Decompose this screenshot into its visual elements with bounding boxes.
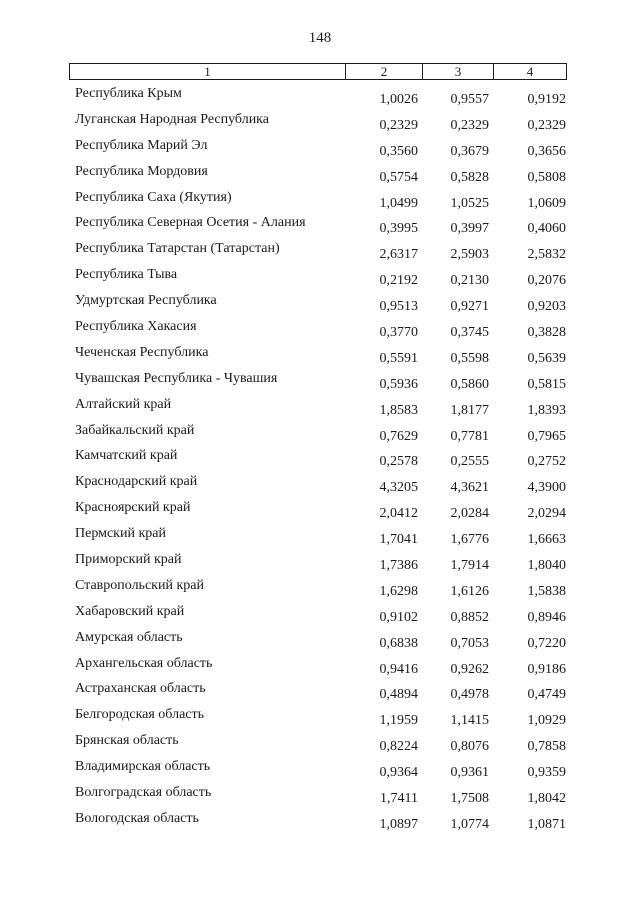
- value-c2: 0,3770: [379, 325, 418, 341]
- value-c3: 2,5903: [450, 247, 489, 263]
- value-c4: 0,4060: [527, 221, 566, 237]
- region-name: Республика Крым: [75, 86, 182, 101]
- table-row: [0, 423, 640, 449]
- value-c3: 1,0525: [450, 195, 489, 211]
- region-name: Алтайский край: [75, 396, 172, 412]
- value-c3: 0,5860: [450, 376, 489, 392]
- region-name: Пермский край: [75, 526, 166, 542]
- value-c3: 0,8076: [450, 739, 489, 755]
- region-name: Архангельская область: [75, 655, 213, 671]
- value-c2: 1,7411: [380, 791, 418, 807]
- value-c4: 1,8393: [527, 402, 566, 418]
- value-c4: 0,5808: [527, 169, 566, 185]
- value-c2: 4,3205: [379, 480, 418, 496]
- value-c3: 0,5598: [450, 350, 489, 366]
- value-c2: 1,0897: [379, 816, 418, 832]
- table-row: [0, 552, 640, 578]
- table-row: [0, 759, 640, 785]
- region-name: Красноярский край: [75, 500, 191, 516]
- region-name: Ставропольский край: [75, 577, 204, 593]
- table-row: [0, 86, 640, 112]
- value-c2: 0,2192: [379, 273, 418, 289]
- value-c3: 0,4978: [450, 687, 489, 703]
- value-c3: 0,7781: [450, 428, 489, 444]
- value-c4: 0,9203: [527, 299, 566, 315]
- region-name: Республика Саха (Якутия): [75, 189, 232, 205]
- table-row: [0, 112, 640, 138]
- value-c4: 4,3900: [527, 480, 566, 496]
- value-c2: 0,3560: [379, 143, 418, 159]
- value-c2: 1,7041: [379, 532, 418, 548]
- table-row: [0, 371, 640, 397]
- table-row: [0, 526, 640, 552]
- value-c4: 1,0929: [527, 713, 566, 729]
- table-row: [0, 241, 640, 267]
- region-name: Луганская Народная Республика: [75, 111, 269, 127]
- value-c3: 0,9262: [450, 661, 489, 677]
- region-name: Краснодарский край: [75, 474, 198, 490]
- value-c3: 0,2130: [450, 273, 489, 289]
- table-row: [0, 293, 640, 319]
- value-c4: 0,8946: [527, 609, 566, 625]
- value-c4: 2,5832: [527, 247, 566, 263]
- table-row: [0, 500, 640, 526]
- value-c2: 0,2578: [379, 454, 418, 470]
- region-name: Волгоградская область: [75, 785, 212, 801]
- value-c3: 1,0774: [450, 816, 489, 832]
- value-c2: 0,8224: [379, 739, 418, 755]
- header-col-2: 2: [345, 64, 422, 79]
- value-c3: 0,9271: [450, 299, 489, 315]
- value-c3: 0,8852: [450, 609, 489, 625]
- value-c4: 0,9186: [527, 661, 566, 677]
- table-row: [0, 345, 640, 371]
- value-c2: 0,4894: [379, 687, 418, 703]
- table-row: [0, 319, 640, 345]
- table-row: [0, 733, 640, 759]
- value-c4: 0,2076: [527, 273, 566, 289]
- region-name: Хабаровский край: [75, 603, 185, 619]
- value-c2: 1,8583: [379, 402, 418, 418]
- value-c4: 0,9192: [527, 92, 566, 107]
- value-c2: 1,7386: [379, 558, 418, 574]
- table-row: [0, 681, 640, 707]
- value-c3: 0,2329: [450, 117, 489, 133]
- page-number: 148: [308, 30, 332, 46]
- table-row: [0, 215, 640, 241]
- value-c2: 0,9513: [379, 299, 418, 315]
- header-col-4: 4: [493, 64, 566, 79]
- table-body: [0, 86, 640, 837]
- table-row: [0, 138, 640, 164]
- region-name: Астраханская область: [75, 681, 206, 697]
- value-c3: 1,8177: [450, 402, 489, 418]
- region-name: Амурская область: [75, 629, 183, 645]
- value-c4: 0,2752: [527, 454, 566, 470]
- region-name: Камчатский край: [75, 448, 178, 464]
- value-c3: 0,2555: [450, 454, 489, 470]
- region-name: Вологодская область: [75, 810, 199, 826]
- value-c4: 1,0871: [527, 816, 566, 832]
- value-c4: 1,8040: [527, 558, 566, 574]
- value-c2: 0,7629: [379, 428, 418, 444]
- value-c3: 1,1415: [450, 713, 489, 729]
- value-c4: 0,7220: [527, 635, 566, 651]
- value-c4: 0,9359: [527, 765, 566, 781]
- table-row: [0, 448, 640, 474]
- table-row: [0, 707, 640, 733]
- value-c3: 0,3679: [450, 143, 489, 159]
- value-c4: 0,3828: [527, 325, 566, 341]
- value-c3: 1,6776: [450, 532, 489, 548]
- value-c2: 0,5591: [379, 350, 418, 366]
- value-c4: 2,0294: [527, 506, 566, 522]
- value-c2: 1,1959: [379, 713, 418, 729]
- region-name: Республика Мордовия: [75, 163, 208, 179]
- region-name: Приморский край: [75, 552, 182, 568]
- value-c3: 0,9361: [450, 765, 489, 781]
- table-row: [0, 397, 640, 423]
- table-row: [0, 164, 640, 190]
- value-c2: 0,9364: [379, 765, 418, 781]
- table-row: [0, 267, 640, 293]
- value-c2: 0,9416: [379, 661, 418, 677]
- value-c2: 2,6317: [379, 247, 418, 263]
- table-row: [0, 190, 640, 216]
- region-name: Владимирская область: [75, 759, 211, 775]
- table-row: [0, 630, 640, 656]
- value-c4: 0,7858: [527, 739, 566, 755]
- value-c3: 0,3997: [450, 221, 489, 237]
- value-c3: 1,6126: [450, 583, 489, 599]
- table-row: [0, 474, 640, 500]
- region-name: Чувашская Республика - Чувашия: [75, 370, 278, 386]
- table-row: [0, 785, 640, 811]
- region-name: Республика Хакасия: [75, 319, 197, 335]
- table-row: [0, 604, 640, 630]
- value-c3: 0,3745: [450, 325, 489, 341]
- region-name: Удмуртская Республика: [75, 293, 217, 309]
- table-row: [0, 656, 640, 682]
- value-c2: 1,0026: [379, 92, 418, 107]
- value-c4: 1,6663: [527, 532, 566, 548]
- region-name: Забайкальский край: [75, 422, 195, 438]
- value-c3: 0,5828: [450, 169, 489, 185]
- value-c4: 0,5815: [527, 376, 566, 392]
- value-c4: 1,8042: [527, 791, 566, 807]
- value-c2: 0,2329: [379, 117, 418, 133]
- value-c3: 2,0284: [450, 506, 489, 522]
- value-c2: 2,0412: [379, 506, 418, 522]
- value-c3: 1,7508: [450, 791, 489, 807]
- region-name: Республика Татарстан (Татарстан): [75, 241, 280, 257]
- value-c3: 4,3621: [450, 480, 489, 496]
- region-name: Республика Марий Эл: [75, 137, 208, 153]
- value-c2: 1,0499: [379, 195, 418, 211]
- value-c2: 1,6298: [379, 583, 418, 599]
- region-name: Чеченская Республика: [75, 344, 209, 360]
- value-c4: 0,2329: [527, 117, 566, 133]
- header-col-1: 1: [204, 63, 211, 79]
- value-c4: 0,5639: [527, 350, 566, 366]
- table-row: [0, 578, 640, 604]
- table-row: [0, 811, 640, 837]
- value-c3: 0,7053: [450, 635, 489, 651]
- value-c4: 0,3656: [527, 143, 566, 159]
- region-name: Белгородская область: [75, 707, 205, 723]
- value-c2: 0,3995: [379, 221, 418, 237]
- table-header: [69, 63, 567, 80]
- value-c2: 0,6838: [379, 635, 418, 651]
- value-c4: 1,0609: [527, 195, 566, 211]
- value-c4: 0,4749: [527, 687, 566, 703]
- value-c4: 1,5838: [527, 583, 566, 599]
- value-c3: 1,7914: [450, 558, 489, 574]
- value-c4: 0,7965: [527, 428, 566, 444]
- value-c2: 0,5754: [379, 169, 418, 185]
- header-col-3: 3: [422, 64, 493, 79]
- region-name: Республика Тыва: [75, 267, 178, 283]
- value-c2: 0,9102: [379, 609, 418, 625]
- value-c3: 0,9557: [450, 92, 489, 107]
- value-c2: 0,5936: [379, 376, 418, 392]
- region-name: Брянская область: [75, 733, 179, 749]
- region-name: Республика Северная Осетия - Алания: [75, 215, 306, 231]
